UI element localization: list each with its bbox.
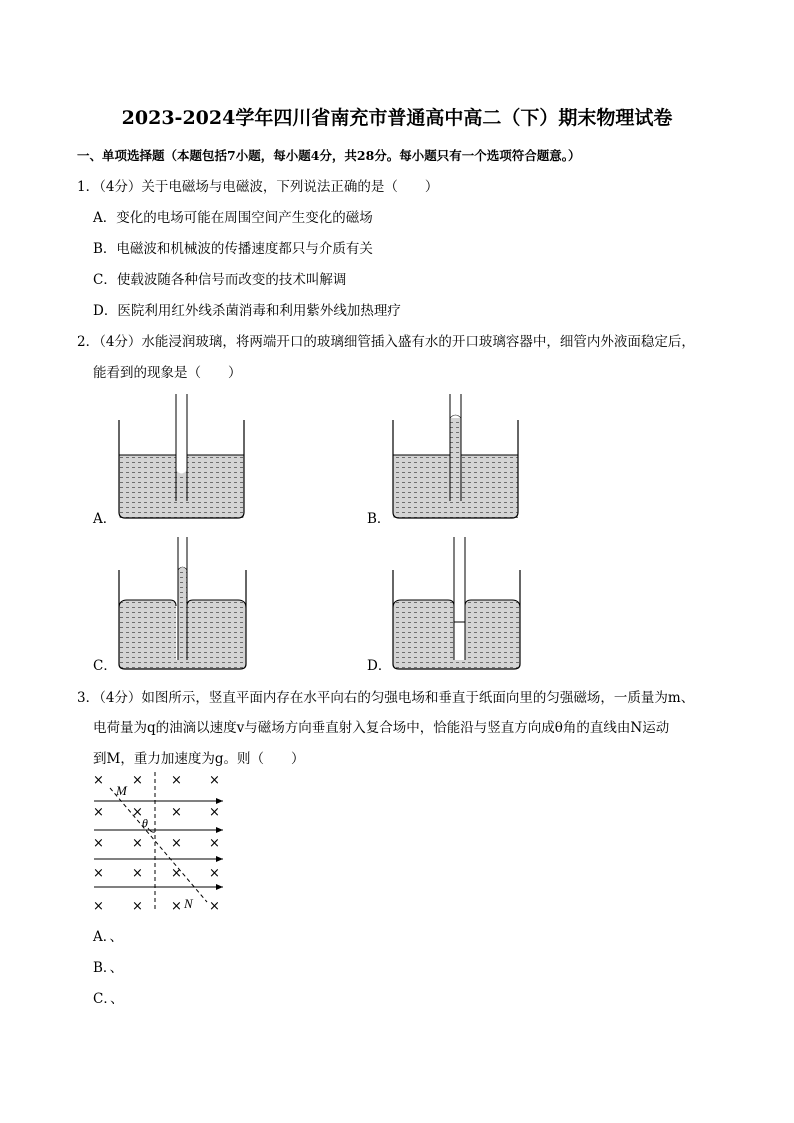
q3-stem-line3: 到M，重力加速度为g。则（ ） bbox=[93, 751, 305, 767]
q2-figure-b bbox=[393, 394, 518, 518]
magnetic-field-x-mark: × bbox=[93, 805, 104, 820]
magnetic-field-x-mark: × bbox=[171, 773, 182, 788]
q3-field-figure bbox=[90, 770, 240, 920]
q2-stem-line1: 2．（4分）水能浸润玻璃，将两端开口的玻璃细管插入盛有水的开口玻璃容器中，细管内外液面稳定后， bbox=[77, 334, 695, 350]
label-theta: θ bbox=[142, 816, 148, 830]
q2-label-d: D． bbox=[367, 658, 392, 674]
magnetic-field-x-mark: × bbox=[209, 805, 220, 820]
q3-option-c: C．、 bbox=[93, 991, 124, 1007]
q2-label-b: B． bbox=[367, 511, 391, 527]
q1-option-a: A．变化的电场可能在周围空间产生变化的磁场 bbox=[93, 210, 373, 226]
q1-option-b: B．电磁波和机械波的传播速度都只与介质有关 bbox=[93, 241, 373, 257]
magnetic-field-x-mark: × bbox=[93, 773, 104, 788]
label-m: M bbox=[116, 783, 127, 798]
q3-stem-line1: 3．（4分）如图所示，竖直平面内存在水平向右的匀强电场和垂直于纸面向里的匀强磁场，一质量为m、 bbox=[77, 690, 695, 706]
magnetic-field-x-mark: × bbox=[171, 805, 182, 820]
magnetic-field-x-mark: × bbox=[209, 836, 220, 851]
page-title: 2023-2024学年四川省南充市普通高中高二（下）期末物理试卷 bbox=[121, 107, 673, 129]
q2-figure-d bbox=[393, 537, 520, 669]
magnetic-field-x-mark: × bbox=[93, 899, 104, 914]
q1-option-d: D．医院利用红外线杀菌消毒和利用紫外线加热理疗 bbox=[93, 303, 401, 319]
trajectory-line bbox=[110, 788, 207, 902]
q3-option-b: B．、 bbox=[93, 960, 124, 976]
magnetic-field-x-mark: × bbox=[132, 773, 143, 788]
magnetic-field-x-mark: × bbox=[209, 773, 220, 788]
magnetic-field-x-mark: × bbox=[132, 836, 143, 851]
magnetic-field-x-mark: × bbox=[171, 899, 182, 914]
q2-figure-c bbox=[119, 537, 246, 669]
magnetic-field-x-mark: × bbox=[132, 805, 143, 820]
q2-label-a: A． bbox=[93, 511, 117, 527]
q2-stem-line2: 能看到的现象是（ ） bbox=[93, 365, 242, 381]
magnetic-field-x-mark: × bbox=[209, 866, 220, 881]
magnetic-field-x-mark: × bbox=[132, 866, 143, 881]
label-n: N bbox=[184, 896, 193, 911]
section-heading: 一、单项选择题（本题包括7小题，每小题4分，共28分。每小题只有一个选项符合题意。） bbox=[77, 148, 581, 163]
q3-option-a: A．、 bbox=[93, 929, 123, 945]
magnetic-field-x-mark: × bbox=[132, 899, 143, 914]
q2-figure-a bbox=[119, 394, 244, 518]
magnetic-field-x-mark: × bbox=[171, 866, 182, 881]
q2-label-c: C． bbox=[93, 658, 117, 674]
q1-stem: 1．（4分）关于电磁场与电磁波，下列说法正确的是（ ） bbox=[77, 179, 439, 195]
magnetic-field-x-mark: × bbox=[93, 866, 104, 881]
q1-option-c: C．使载波随各种信号而改变的技术叫解调 bbox=[93, 272, 347, 288]
magnetic-field-x-mark: × bbox=[93, 836, 104, 851]
magnetic-field-x-mark: × bbox=[209, 899, 220, 914]
magnetic-field-x-mark: × bbox=[171, 836, 182, 851]
q3-stem-line2: 电荷量为q的油滴以速度v与磁场方向垂直射入复合场中，恰能沿与竖直方向成θ角的直线由N运动 bbox=[93, 720, 670, 736]
